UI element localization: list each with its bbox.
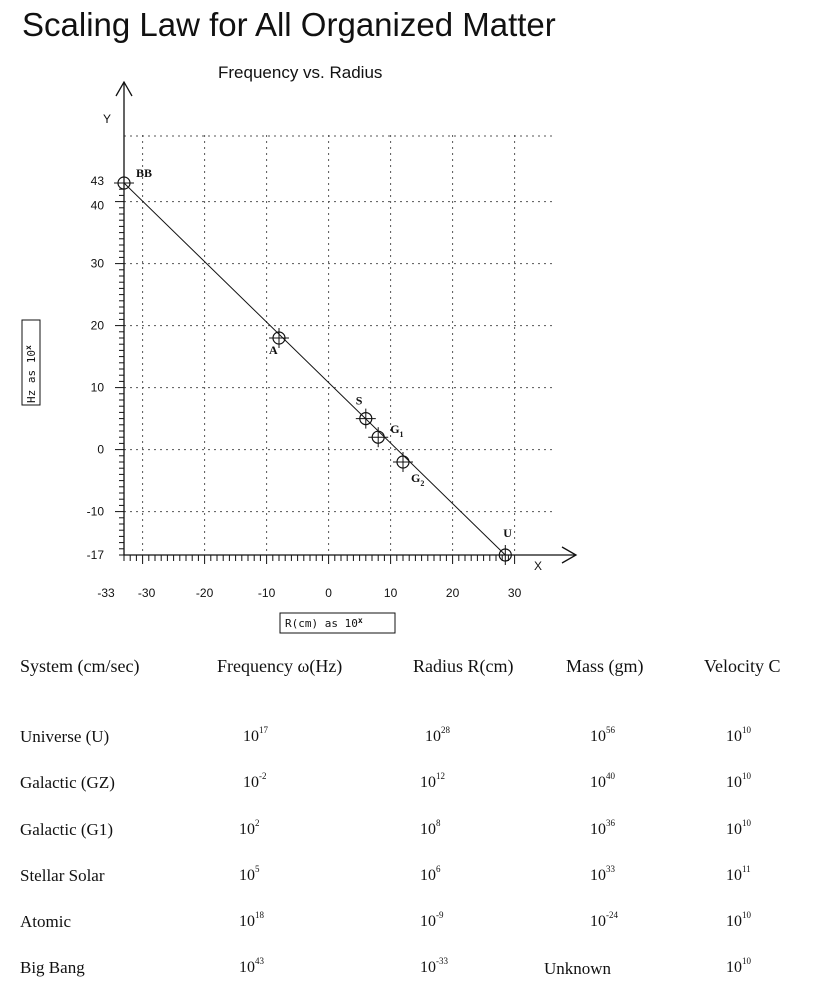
- y-tick-label: -10: [86, 504, 104, 519]
- y-axis-letter: Y: [103, 112, 112, 126]
- table-header-cell: System (cm/sec): [20, 656, 140, 676]
- table-header-cell: Frequency ω(Hz): [217, 656, 343, 676]
- system-name: Galactic (G1): [20, 820, 113, 839]
- table-header-cell: Velocity C: [704, 656, 781, 676]
- y-tick-label: 43: [90, 174, 104, 188]
- table-header-cell: Mass (gm): [566, 656, 644, 676]
- x-tick-label: 10: [383, 586, 398, 600]
- table-value: $10^{17}$: [243, 725, 268, 745]
- data-point: [356, 394, 376, 429]
- table-value: $10^{43}$: [239, 956, 264, 976]
- fit-line: [124, 183, 505, 555]
- point-label: BB: [136, 166, 153, 180]
- table-value: $10^6$: [420, 864, 441, 884]
- x-axis-title-exp: x: [357, 616, 363, 625]
- x-axis-title: [280, 613, 395, 633]
- table-value: $10^{-24}$: [590, 910, 618, 930]
- svg-text:Hz as 10x: [24, 345, 38, 403]
- data-points: [114, 166, 515, 565]
- table-value: $10^{10}$: [726, 725, 751, 745]
- table-value: $10^{36}$: [590, 818, 615, 838]
- x-tick-label: 0: [325, 586, 332, 600]
- table-header-cell: Radius R(cm): [413, 656, 514, 676]
- point-label: S: [355, 393, 363, 408]
- x-axis-title-text: R(cm) as 10: [285, 617, 358, 630]
- table-value: $10^{10}$: [726, 956, 751, 976]
- table-value: $10^{28}$: [425, 725, 450, 745]
- data-point: [393, 452, 424, 488]
- system-name: Galactic (GZ): [20, 773, 115, 792]
- y-axis-title: [22, 320, 40, 405]
- y-axis-title-text: Hz as 10: [25, 350, 38, 403]
- data-point: [495, 526, 515, 565]
- point-label-sub: 2: [420, 479, 425, 488]
- system-name: Big Bang: [20, 958, 85, 977]
- y-tick-label: 30: [90, 256, 104, 271]
- y-axis-title-exp: x: [24, 345, 33, 351]
- point-label: $G_2$: [411, 471, 425, 488]
- x-tick-label: -30: [137, 586, 156, 600]
- table-value: $10^{12}$: [420, 771, 445, 791]
- point-label: A: [269, 343, 278, 357]
- page-title: Scaling Law for All Organized Matter: [22, 6, 556, 43]
- x-tick-label: 30: [507, 586, 522, 600]
- y-tick-label: -17: [86, 548, 104, 562]
- table-value: Unknown: [544, 959, 612, 978]
- table-value: $10^{33}$: [590, 864, 615, 884]
- chart-title: Frequency vs. Radius: [218, 63, 383, 82]
- point-label: $G_1$: [390, 422, 404, 440]
- table-value: $10^5$: [239, 864, 260, 884]
- grid: [124, 135, 552, 555]
- table-value: $10^{-2}$: [243, 771, 267, 791]
- x-tick-label: -10: [257, 586, 276, 600]
- x-tick-label: -33: [97, 586, 115, 600]
- table-value: $10^8$: [420, 818, 441, 838]
- table-value: $10^{10}$: [726, 910, 751, 930]
- axes: [115, 82, 576, 564]
- table-value: $10^2$: [239, 818, 260, 838]
- y-tick-label: 20: [90, 318, 104, 333]
- data-point: [269, 328, 289, 357]
- system-name: Stellar Solar: [20, 866, 105, 885]
- tick-labels: [87, 174, 522, 600]
- fit-line-layer: [124, 183, 505, 555]
- table-value: $10^{-9}$: [420, 910, 444, 930]
- point-label-sub: 1: [399, 430, 404, 440]
- table-value: $10^{10}$: [726, 771, 751, 791]
- x-tick-label: 20: [445, 586, 460, 600]
- table-value: $10^{40}$: [590, 771, 615, 791]
- y-tick-label: 40: [90, 198, 104, 213]
- system-name: Universe (U): [20, 727, 110, 746]
- svg-text:R(cm) as 10x: [285, 616, 363, 630]
- table-value: $10^{-33}$: [420, 956, 448, 976]
- system-name: Atomic: [20, 912, 71, 931]
- y-tick-label: 0: [97, 442, 104, 457]
- table-value: $10^{11}$: [726, 864, 751, 884]
- y-tick-label: 10: [90, 380, 104, 395]
- point-label: U: [503, 526, 512, 540]
- table-value: $10^{18}$: [239, 910, 264, 930]
- table-value: $10^{10}$: [726, 818, 751, 838]
- x-tick-label: -20: [195, 586, 214, 600]
- table-value: $10^{56}$: [590, 725, 615, 745]
- x-axis-letter: X: [534, 559, 543, 573]
